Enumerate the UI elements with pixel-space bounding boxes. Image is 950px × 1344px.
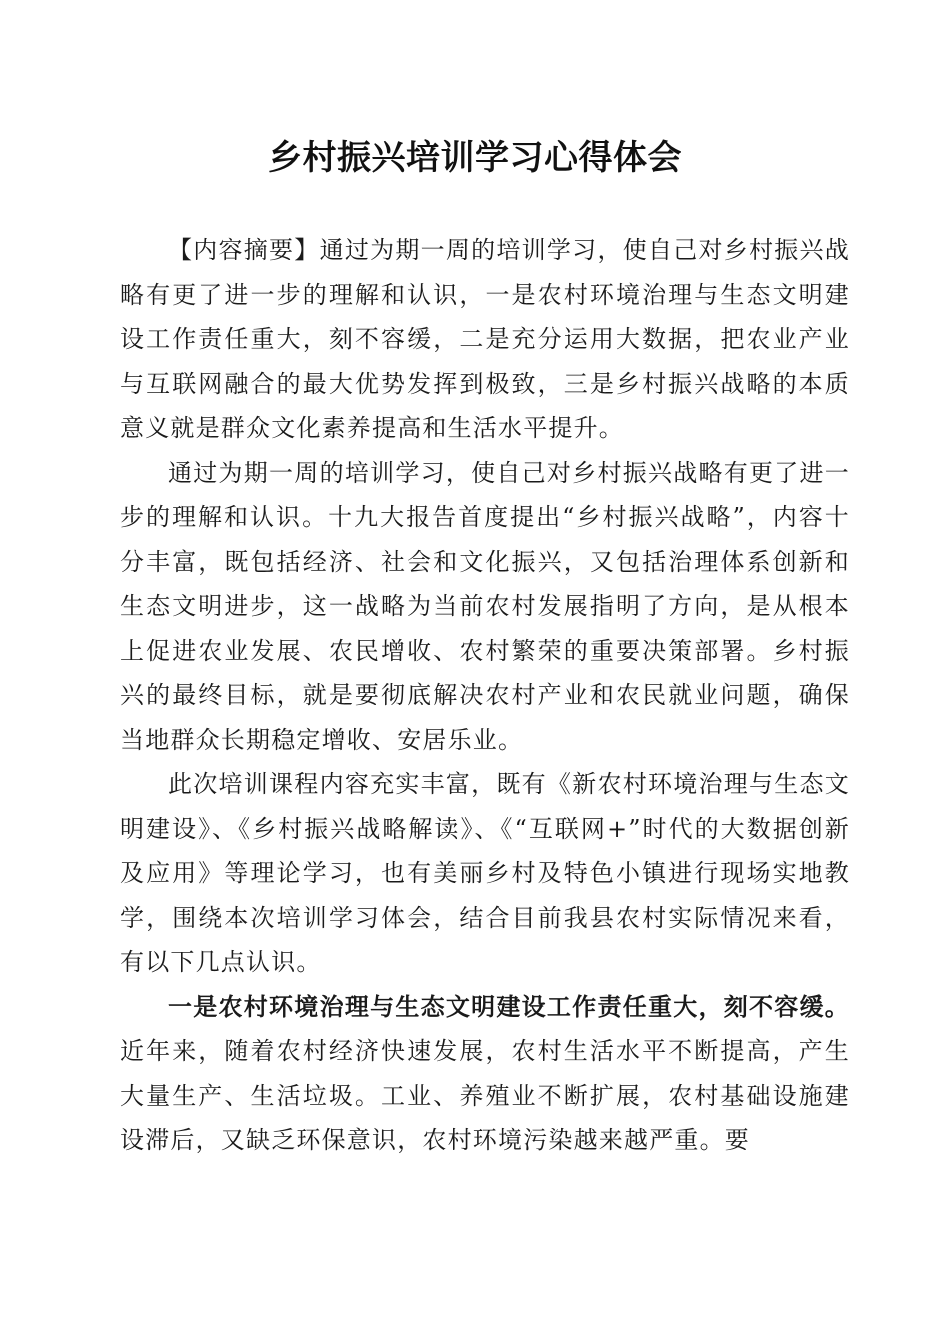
paragraph-3-lead: 一是农村环境治理与生态文明建设工作责任重大，刻不容缓。 [168,991,850,1021]
paragraph-3-text: 近年来，随着农村经济快速发展，农村生活水平不断提高，产生大量生产、生活垃圾。工业、养殖业不断扩展，农村基础设施建设滞后，又缺乏环保意识，农村环境污染越来越严重。要 [120,1037,850,1154]
body-paragraph-3 [120,985,850,1163]
document-title: 乡村振兴培训学习心得体会 [268,138,682,178]
abstract-paragraph: 【内容摘要】通过为期一周的培训学习，使自己对乡村振兴战略有更了进一步的理解和认识，一是农村环境治理与生态文明建设工作责任重大，刻不容缓，二是充分运用大数据，把农业产业与互联网融合的最大优势发挥到极致，三是乡村振兴战略的本质意义就是群众文化素养提高和生活水平提升。 [120,236,850,442]
body-paragraph-2: 此次培训课程内容充实丰富，既有《新农村环境治理与生态文明建设》、《乡村振兴战略解读》、《“互联网+”时代的大数据创新及应用》等理论学习，也有美丽乡村及特色小镇进行现场实地教学，围绕本次培训学习体会，结合目前我县农村实际情况来看，有以下几点认识。 [120,770,850,976]
body-paragraph-1: 通过为期一周的培训学习，使自己对乡村振兴战略有更了进一步的理解和认识。十九大报告首度提出“乡村振兴战略”，内容十分丰富，既包括经济、社会和文化振兴，又包括治理体系创新和生态文明进步，这一战略为当前农村发展指明了方向，是从根本上促进农业发展、农民增收、农村繁荣的重要决策部署。乡村振兴的最终目标，就是要彻底解决农村产业和农民就业问题，确保当地群众长期稳定增收、安居乐业。 [120,458,850,754]
document-body [120,228,850,1163]
